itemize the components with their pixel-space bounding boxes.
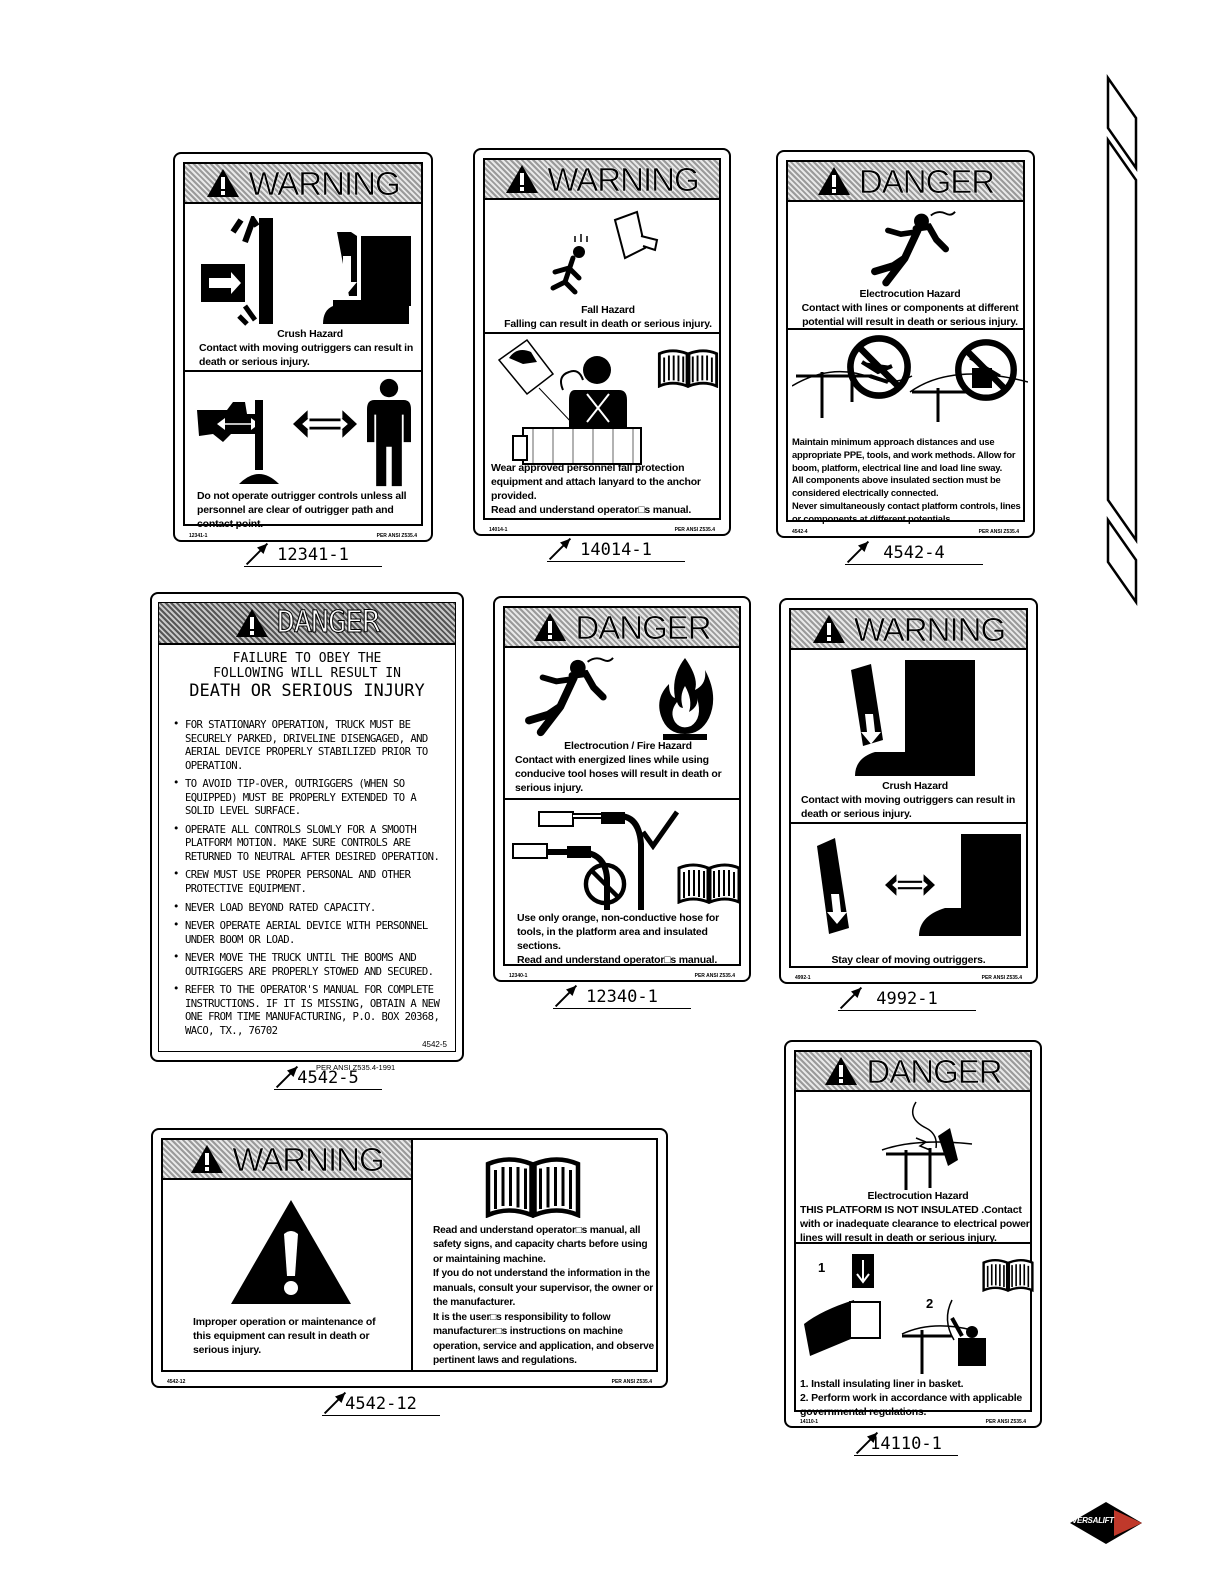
footer-code: 4542-4 — [792, 529, 808, 535]
danger-header — [788, 162, 1023, 202]
bullet-item: • NEVER LOAD BEYOND RATED CAPACITY. — [173, 902, 443, 916]
fall-hazard-icon — [545, 206, 665, 296]
manual-icon — [982, 1256, 1034, 1292]
outrigger-keep-clear-icon — [193, 378, 415, 490]
leader-arrow-icon — [244, 541, 270, 567]
footer-standard: PER ANSI Z535.4 — [981, 975, 1022, 981]
corner-code: 4542-5 — [422, 1040, 447, 1049]
intro-text — [159, 651, 455, 701]
exclamation-triangle-icon — [229, 1198, 353, 1306]
part-number-label — [854, 1434, 958, 1456]
hazard-caption — [515, 740, 741, 795]
instruction-text — [517, 912, 741, 967]
part-number-label — [547, 540, 685, 562]
electrocution-icon — [515, 654, 625, 742]
bullet-item: • NEVER OPERATE AERIAL DEVICE WITH PERSONNEL UNDER BOOM OR LOAD. — [173, 920, 443, 947]
part-number-label — [274, 1068, 382, 1090]
leader-arrow-icon — [322, 1390, 348, 1416]
electrocution-icon — [864, 208, 964, 292]
hazard-caption — [801, 780, 1029, 822]
leader-arrow-icon — [274, 1064, 300, 1090]
hazard-title: Fall Hazard — [581, 304, 635, 316]
footer-standard: PER ANSI Z535.4 — [978, 529, 1019, 535]
signal-word: WARNING — [547, 160, 699, 198]
warning-header — [185, 164, 421, 204]
decal-14110-1 — [784, 1040, 1042, 1428]
decal-4542-12 — [151, 1128, 668, 1388]
step-text: 2. Perform work in accordance with applicable governmental regulations. — [800, 1391, 1023, 1418]
instruction-text: Stay clear of moving outriggers. — [831, 954, 986, 966]
leader-arrow-icon — [838, 985, 864, 1011]
danger-bullets — [173, 719, 443, 1043]
fire-icon — [655, 656, 715, 742]
logo-text: VERSALIFT — [1072, 1516, 1114, 1525]
hazard-text: Contact with moving outriggers can result in death or serious injury. — [801, 793, 1016, 820]
leader-arrow-icon — [553, 983, 579, 1009]
danger-header — [159, 603, 455, 645]
part-number-label — [322, 1394, 440, 1416]
signal-word: WARNING — [248, 164, 400, 202]
hazard-text: THIS PLATFORM IS NOT INSULATED .Contact with or inadequate clearance to electrical power lines will result in death or serious injury. — [800, 1203, 1030, 1244]
alert-triangle-icon — [824, 1056, 858, 1086]
alert-triangle-icon — [235, 608, 269, 638]
hazard-text: Contact with lines or components at different potential will result in death or serious injury. — [801, 301, 1019, 328]
part-number: 4542-12 — [345, 1394, 417, 1414]
leader-arrow-icon — [547, 536, 573, 562]
hazard-title: Electrocution Hazard — [867, 1190, 969, 1202]
hazard-text: Falling can result in death or serious injury. — [504, 317, 712, 330]
part-number: 4992-1 — [876, 989, 938, 1009]
hazard-title: Electrocution / Fire Hazard — [564, 740, 692, 752]
footer-code: 4542-12 — [167, 1379, 186, 1385]
intro-line: DEATH OR SERIOUS INJURY — [189, 681, 425, 701]
decal-4542-4 — [776, 150, 1035, 538]
instruction-line: All components above insulated section must be considered electrically connected. — [792, 474, 1001, 499]
warning-header — [163, 1140, 411, 1180]
hazard-title: Crush Hazard — [277, 328, 343, 340]
danger-header — [505, 608, 739, 648]
decal-4992-1 — [779, 598, 1038, 984]
part-number: 4542-5 — [297, 1068, 359, 1088]
margin-tab-graphic — [1100, 70, 1140, 610]
bullet-item: • TO AVOID TIP-OVER, OUTRIGGERS (WHEN SO EQUIPPED) MUST BE PROPERLY EXTENDED TO A SOLID LEVEL SURFACE. — [173, 778, 443, 819]
stay-clear-icon — [815, 832, 1025, 942]
footer-code: 12341-1 — [189, 533, 208, 539]
instruction-line: If you do not understand the information in the manuals, consult your supervisor, the owner or the manufacturer. — [433, 1268, 654, 1309]
hazard-text: Contact with moving outriggers can result in death or serious injury. — [199, 341, 414, 368]
leader-arrow-icon — [845, 539, 871, 565]
footer-standard: PER ANSI Z535.4 — [376, 533, 417, 539]
footer-code: 14110-1 — [800, 1419, 819, 1425]
footer-code: 14014-1 — [489, 527, 508, 533]
part-number: 12341-1 — [277, 545, 349, 565]
decal-4542-5 — [150, 592, 464, 1072]
harness-lanyard-icon — [493, 336, 643, 466]
alert-triangle-icon — [817, 166, 851, 196]
manual-icon — [677, 860, 741, 904]
signal-word: WARNING — [232, 1140, 384, 1178]
intro-line: FAILURE TO OBEY THE — [232, 651, 382, 666]
step-label-2: 2 — [926, 1296, 934, 1311]
hazard-caption — [199, 328, 421, 370]
instruction-line: Never simultaneously contact platform controls, lines or components at different potentials. — [792, 499, 1021, 524]
warning-header — [485, 160, 719, 200]
footer-standard: PER ANSI Z535.4 — [611, 1379, 652, 1385]
step-text: 1. Install insulating liner in basket. — [800, 1378, 964, 1390]
part-number: 4542-4 — [883, 543, 945, 563]
alert-triangle-icon — [206, 168, 240, 198]
bullet-item: • FOR STATIONARY OPERATION, TRUCK MUST BE SECURELY PARKED, DRIVELINE DISENGAGED, AND AERIAL DEVICE PROPERLY STABILIZED PRIOR TO OPERATION. — [173, 719, 443, 773]
hazard-text: Improper operation or maintenance of this equipment can result in death or serious injury. — [193, 1316, 376, 1356]
bullet-item: • NEVER MOVE THE TRUCK UNTIL THE BOOMS AND OUTRIGGERS ARE PROPERLY STOWED AND SECURED. — [173, 952, 443, 979]
footer-code: 4992-1 — [795, 975, 811, 981]
alert-triangle-icon — [190, 1144, 224, 1174]
decal-12340-1 — [493, 596, 751, 982]
footer-standard: PER ANSI Z535.4 — [674, 527, 715, 533]
footer-code: 12340-1 — [509, 973, 528, 979]
footer-standard: PER ANSI Z535.4-1991 — [316, 1063, 396, 1072]
instruction-line: Use only orange, non-conductive hose for tools, in the platform area and insulated sections. — [517, 912, 720, 952]
hazard-caption — [493, 304, 723, 332]
instruction-line: Wear approved personnel fall protection equipment and attach lanyard to the anchor provided. — [491, 462, 701, 502]
manual-line: Read and understand operator□s manual. — [517, 953, 718, 966]
instruction-text — [792, 436, 1028, 525]
step-label-1: 1 — [818, 1260, 826, 1275]
power-line-icon — [876, 1098, 976, 1190]
hazard-text: Contact with energized lines while using conducive tool hoses will result in death or serious injury. — [515, 753, 722, 794]
manual-icon — [485, 1152, 581, 1218]
bullet-item: • OPERATE ALL CONTROLS SLOWLY FOR A SMOOTH PLATFORM MOTION. MAKE SURE CONTROLS ARE RETURNED TO NEUTRAL AFTER DESIRED OPERATION. — [173, 824, 443, 865]
part-number: 14014-1 — [580, 540, 652, 560]
instruction-line: Read and understand operator□s manual, all safety signs, and capacity charts before using or maintaining machine. — [433, 1225, 648, 1265]
checkmark-icon — [641, 810, 679, 850]
instruction-line: Maintain minimum approach distances and use appropriate PPE, tools, and work methods. Allow for boom, platform, electrical line and load line sway. — [792, 436, 1016, 473]
versalift-logo — [1068, 1500, 1144, 1546]
instruction-text: Do not operate outrigger controls unless all personnel are clear of outrigger path and contact point. — [197, 490, 407, 530]
bullet-item: • REFER TO THE OPERATOR'S MANUAL FOR COMPLETE INSTRUCTIONS. IF IT IS MISSING, OBTAIN A NEW ONE FROM TIME MANUFACTURING, P.O. BOX 20368, WACO, TX., 76702 — [173, 984, 443, 1038]
part-number-label — [845, 543, 983, 565]
instruction-text — [491, 462, 727, 517]
no-contact-lines-icon — [792, 332, 1028, 426]
decal-14014-1 — [473, 148, 731, 536]
crush-hazard-icon — [195, 216, 415, 326]
part-number: 12340-1 — [586, 987, 658, 1007]
instruction-text — [800, 1378, 1036, 1420]
instruction-line: It is the user□s responsibility to follow manufacturer□s instructions on machine operation, service and application, and observe pertinent laws and regulations. — [433, 1311, 655, 1367]
alert-triangle-icon — [812, 614, 846, 644]
part-number-label — [244, 545, 382, 567]
signal-word: WARNING — [853, 610, 1006, 648]
footer-standard: PER ANSI Z535.4 — [694, 973, 735, 979]
manual-line: Read and understand operator□s manual. — [491, 503, 692, 516]
alert-triangle-icon — [533, 612, 567, 642]
signal-word: DANGER — [276, 605, 380, 640]
intro-line: FOLLOWING WILL RESULT IN — [213, 666, 401, 681]
crush-hazard-icon — [841, 660, 981, 778]
hazard-caption — [800, 1190, 1036, 1245]
signal-word: DANGER — [575, 608, 711, 646]
danger-header — [796, 1052, 1030, 1092]
hazard-title: Crush Hazard — [882, 780, 948, 792]
bullet-item: • CREW MUST USE PROPER PERSONAL AND OTHER PROTECTIVE EQUIPMENT. — [173, 869, 443, 896]
warning-header — [791, 610, 1026, 650]
instruction-text — [433, 1224, 655, 1369]
part-number-label — [838, 989, 976, 1011]
alert-triangle-icon — [505, 164, 539, 194]
manual-icon — [657, 346, 719, 388]
signal-word: DANGER — [858, 162, 995, 200]
part-number-label — [553, 987, 691, 1009]
decal-12341-1 — [173, 152, 433, 542]
signal-word: DANGER — [866, 1052, 1002, 1090]
hazard-caption — [796, 288, 1024, 330]
leader-arrow-icon — [854, 1430, 880, 1456]
footer-standard: PER ANSI Z535.4 — [985, 1419, 1026, 1425]
part-number: 14110-1 — [870, 1434, 942, 1454]
hazard-title: Electrocution Hazard — [859, 288, 961, 300]
